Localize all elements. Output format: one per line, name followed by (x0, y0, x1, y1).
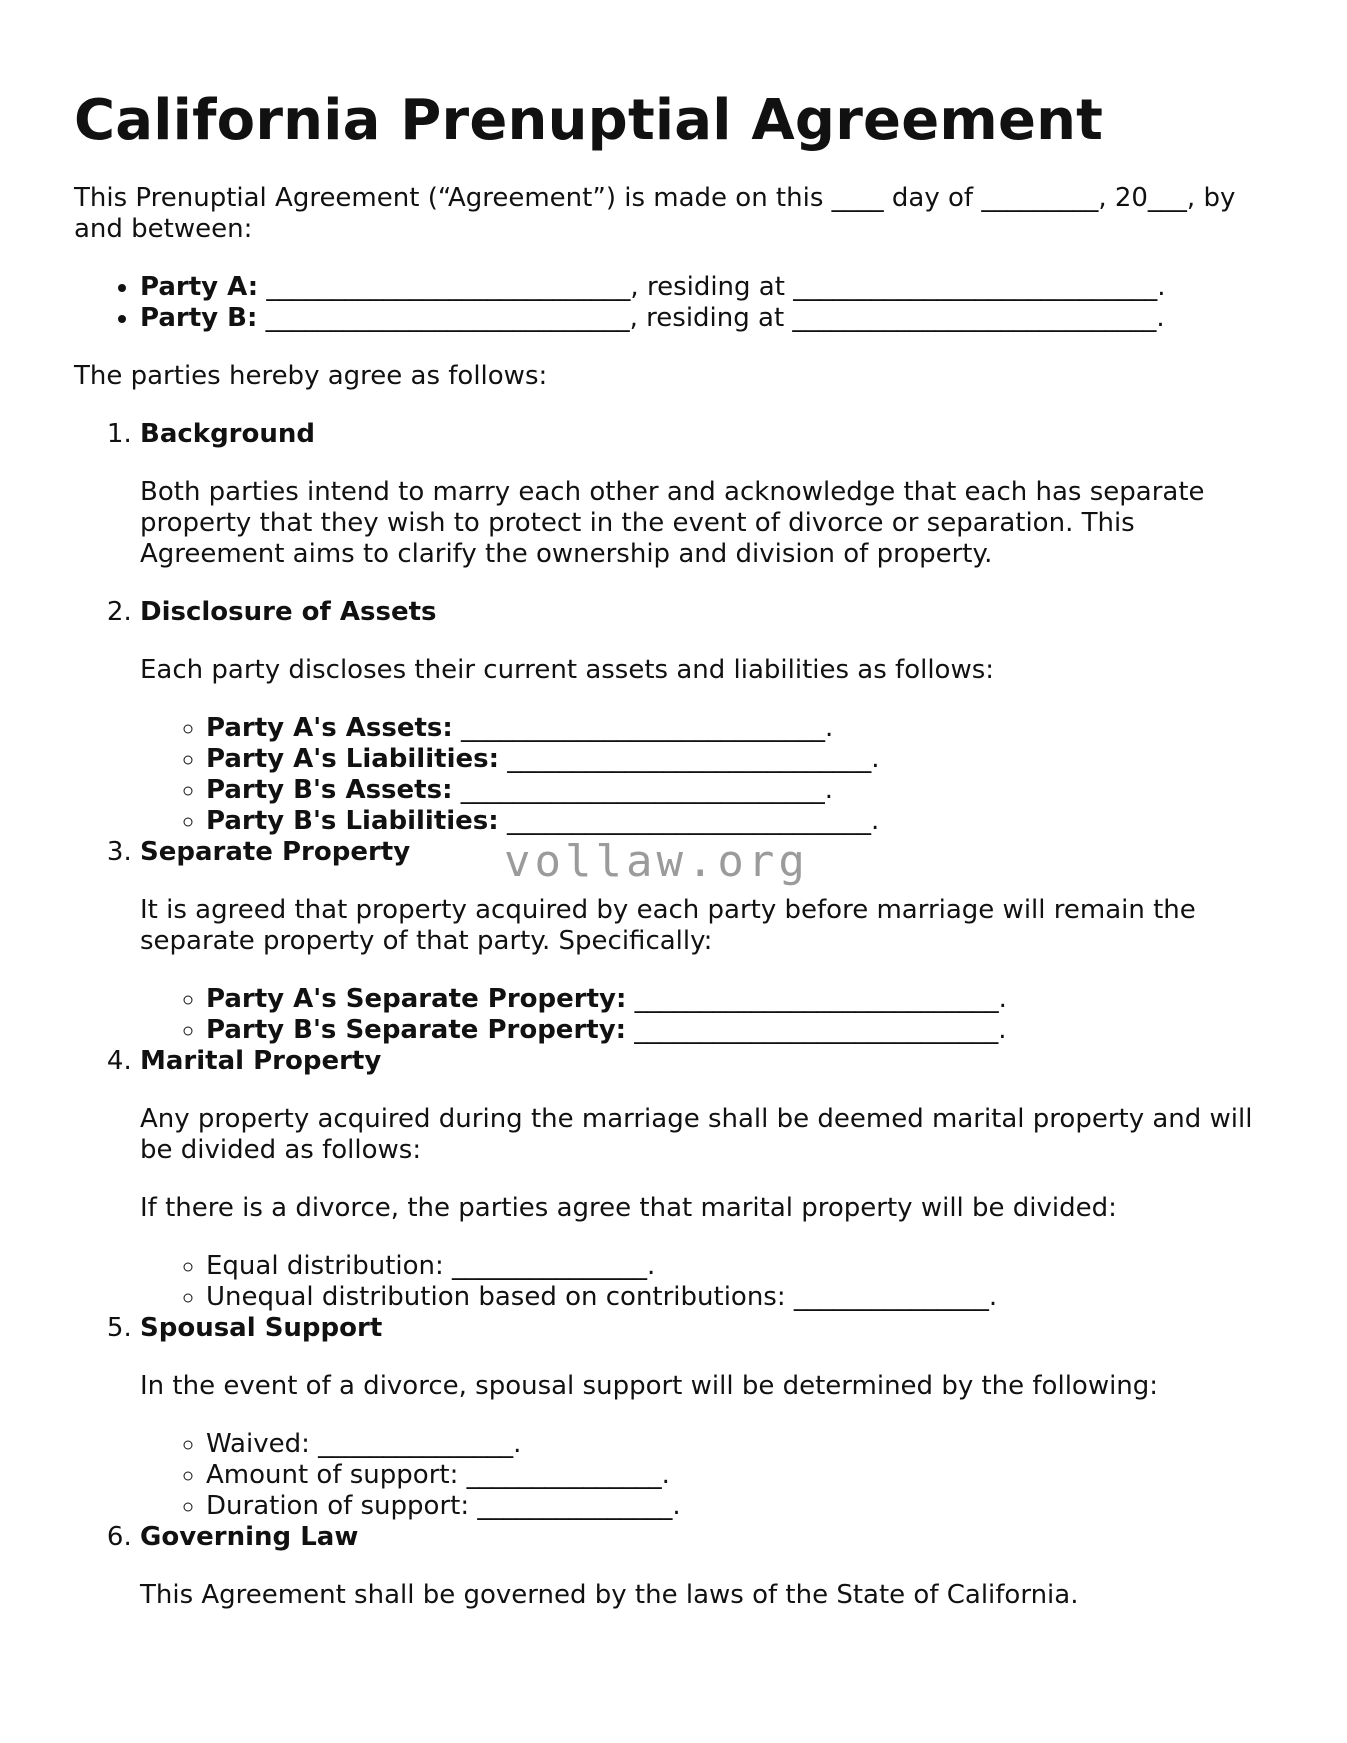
section-title: 4. Marital Property (140, 1046, 382, 1076)
section-title: 5. Spousal Support (140, 1313, 383, 1343)
item-blank: ____________________________. (626, 984, 1007, 1014)
section-background (140, 419, 1274, 570)
party-a-label: Party A: (140, 272, 259, 302)
section-title: 6. Governing Law (140, 1522, 359, 1552)
section-body-secondary: If there is a divorce, the parties agree that marital property will be divided: (140, 1193, 1117, 1223)
document-title: California Prenuptial Agreement (74, 88, 1104, 153)
section-title: 2. Disclosure of Assets (140, 597, 437, 627)
intro-paragraph: This Prenuptial Agreement (“Agreement”) is made on this ____ day of _________, 20___, by and between: (74, 183, 1236, 244)
list-item (206, 806, 1274, 837)
section-marital-property (140, 1046, 1274, 1313)
item-blank: ____________________________. (498, 806, 880, 836)
list-item: ◦ Equal distribution: _______________. (206, 1251, 1274, 1282)
list-item (206, 775, 1274, 806)
item-blank: ____________________________. (452, 713, 834, 743)
list-item: ◦ Amount of support: _______________. (206, 1460, 1274, 1491)
separate-property-list (140, 984, 1274, 1046)
support-list (140, 1429, 1274, 1522)
item-label: Party B's Assets: (206, 775, 453, 805)
section-body: In the event of a divorce, spousal support will be determined by the following: (140, 1371, 1159, 1401)
list-item (206, 744, 1274, 775)
list-item (206, 713, 1274, 744)
party-a-item (140, 272, 1274, 303)
item-label: Party A's Separate Property: (206, 984, 627, 1014)
section-body: Both parties intend to marry each other and acknowledge that each has separate property that they wish to protect in the event of divorce or separation. This Agreement aims to clarify the ownership and division of property. (140, 477, 1205, 569)
item-label: Party B's Liabilities: (206, 806, 499, 836)
list-item: ◦ Duration of support: _______________. (206, 1491, 1274, 1522)
item-blank: ____________________________. (626, 1015, 1007, 1045)
item-blank: ____________________________. (452, 775, 833, 805)
list-item: ◦ Waived: _______________. (206, 1429, 1274, 1460)
list-item (206, 984, 1274, 1015)
section-title: 1. Background (140, 419, 315, 449)
section-body: Any property acquired during the marriage shall be deemed marital property and will be divided as follows: (140, 1104, 1253, 1165)
parties-list (74, 272, 1274, 334)
section-body: It is agreed that property acquired by each party before marriage will remain the separate property of that party. Specifically: (140, 895, 1196, 956)
section-disclosure (140, 597, 1274, 837)
item-blank: ____________________________. (498, 744, 880, 774)
section-spousal-support (140, 1313, 1274, 1522)
section-body: This Agreement shall be governed by the laws of the State of California. (140, 1580, 1079, 1610)
party-b-label: Party B: (140, 303, 258, 333)
list-item (206, 1015, 1274, 1046)
sections-list (74, 419, 1274, 1611)
item-label: Party B's Separate Property: (206, 1015, 627, 1045)
agreement-lead: The parties hereby agree as follows: (74, 361, 548, 391)
party-b-blank: ____________________________, residing at ____________________________. (257, 303, 1165, 333)
watermark: vollaw.org (504, 836, 809, 887)
section-governing-law (140, 1522, 1274, 1611)
list-item: ◦ Unequal distribution based on contributions: _______________. (206, 1282, 1274, 1313)
party-a-blank: ____________________________, residing at ____________________________. (258, 272, 1166, 302)
distribution-list (140, 1251, 1274, 1313)
assets-list (140, 713, 1274, 837)
item-label: Party A's Assets: (206, 713, 453, 743)
section-body: Each party discloses their current assets and liabilities as follows: (140, 655, 995, 685)
section-title: 3. Separate Property (140, 837, 411, 867)
party-b-item (140, 303, 1274, 334)
item-label: Party A's Liabilities: (206, 744, 499, 774)
